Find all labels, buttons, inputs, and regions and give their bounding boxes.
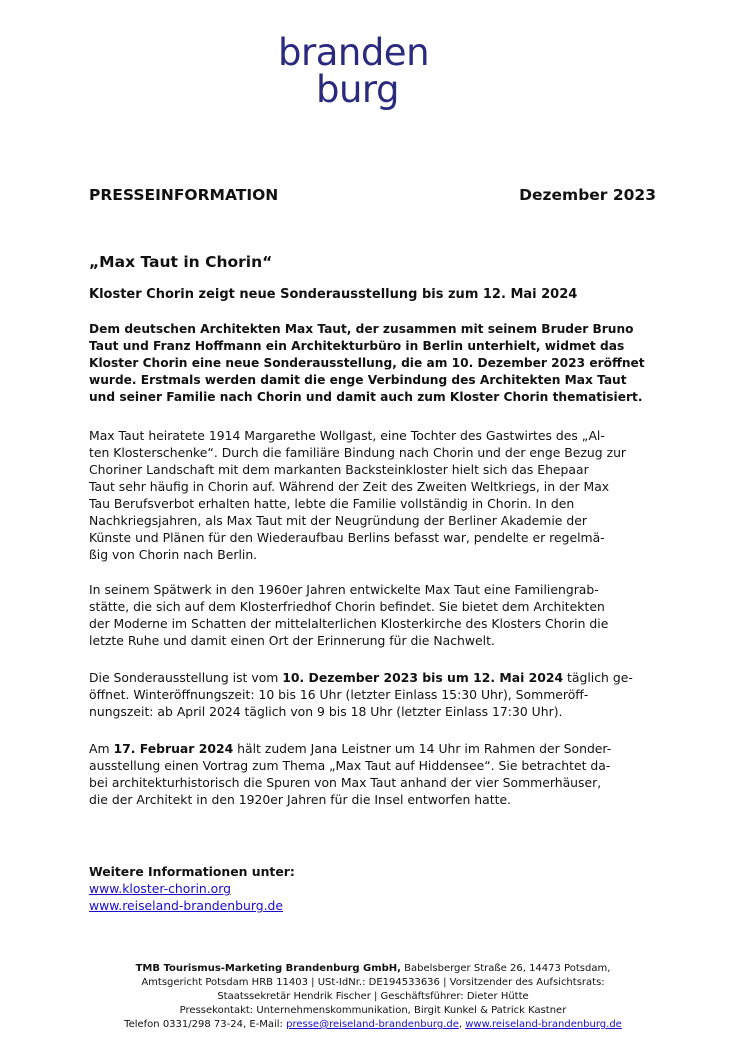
paragraph-late-work <box>89 581 661 649</box>
body-line: ausstellung einen Vortrag zum Thema „Max Taut auf Hiddensee“. Sie betrachtet da- <box>89 758 611 773</box>
body-line: bei architekturhistorisch die Spuren von Max Taut anhand der vier Sommerhäuser, <box>89 775 602 790</box>
lead-line: wurde. Erstmals werden damit die enge Verbindung des Architekten Max Taut <box>89 373 627 387</box>
exhibition-dates: 10. Dezember 2023 bis um 12. Mai 2024 <box>282 670 564 685</box>
footer-line <box>0 1018 746 1032</box>
body-line: ten Klosterschenke“. Durch die familiäre Bindung nach Chorin und der enge Bezug zur <box>89 445 627 460</box>
lead-line: Taut und Franz Hoffmann ein Architekturbüro in Berlin unterhielt, widmet das <box>89 339 625 353</box>
footer-sep: , <box>458 1019 466 1030</box>
brandenburg-logo <box>278 33 468 113</box>
body-line: Taut sehr häufig in Chorin auf. Während der Zeit des Zweiten Weltkriegs, in der Max <box>89 479 610 494</box>
paragraph-marriage <box>89 427 661 563</box>
link-reiseland-brandenburg[interactable]: www.reiseland-brandenburg.de <box>89 898 284 913</box>
body-line: nungszeit: ab April 2024 täglich von 9 bis 18 Uhr (letzter Einlass 17:30 Uhr). <box>89 704 563 719</box>
body-line <box>89 669 661 686</box>
body-line: Choriner Landschaft mit dem markanten Backsteinkloster hielt sich das Ehepaar <box>89 462 589 477</box>
footer-company: TMB Tourismus-Marketing Brandenburg GmbH, <box>135 963 401 974</box>
body-line: die der Architekt in den 1920er Jahren für die Insel entworfen hatte. <box>89 792 512 807</box>
footer-email-link[interactable]: presse@reiseland-brandenburg.de <box>286 1019 459 1030</box>
link-kloster-chorin[interactable]: www.kloster-chorin.org <box>89 881 232 896</box>
footer-line <box>0 962 746 976</box>
footer-phone: Telefon 0331/298 73-24, E-Mail: <box>124 1019 287 1030</box>
header-date: Dezember 2023 <box>519 186 656 204</box>
body-line <box>89 740 661 757</box>
text: Am <box>89 741 114 756</box>
body-line: stätte, die sich auf dem Klosterfriedhof Chorin befindet. Sie bietet dem Architekten <box>89 599 605 614</box>
lead-line: Dem deutschen Architekten Max Taut, der zusammen mit seinem Bruder Bruno <box>89 322 634 336</box>
body-line: Max Taut heiratete 1914 Margarethe Wollgast, eine Tochter des Gastwirtes des „Al- <box>89 428 605 443</box>
footer-line: Pressekontakt: Unternehmenskommunikation, Birgit Kunkel & Patrick Kastner <box>179 1005 567 1016</box>
footer-web-link[interactable]: www.reiseland-brandenburg.de <box>465 1019 622 1030</box>
document-header <box>89 186 656 204</box>
header-label: PRESSEINFORMATION <box>89 186 279 204</box>
footer-address: Babelsberger Straße 26, 14473 Potsdam, <box>400 963 611 974</box>
text: täglich ge- <box>563 670 633 685</box>
body-line: Tau Berufsverbot erhalten hatte, lebte die Familie vollständig in Chorin. In den <box>89 496 575 511</box>
footer-line: Staatssekretär Hendrik Fischer | Geschäftsführer: Dieter Hütte <box>217 991 529 1002</box>
body-line: Künste und Plänen für den Wiederaufbau Berlins befasst war, pendelte er regelmä- <box>89 530 605 545</box>
lead-line: Kloster Chorin eine neue Sonderausstellung, die am 10. Dezember 2023 eröffnet <box>89 356 645 370</box>
footer <box>0 962 746 1032</box>
more-info-heading: Weitere Informationen unter: <box>89 864 295 879</box>
body-line: Nachkriegsjahren, als Max Taut mit der Neugründung der Berliner Akademie der <box>89 513 587 528</box>
footer-line: Amtsgericht Potsdam HRB 11403 | USt-IdNr.: DE194533636 | Vorsitzender des Aufsichtsrats: <box>141 977 605 988</box>
body-line: In seinem Spätwerk in den 1960er Jahren entwickelte Max Taut eine Familiengrab- <box>89 582 599 597</box>
paragraph-opening-hours <box>89 669 661 720</box>
press-title: „Max Taut in Chorin“ <box>89 253 273 271</box>
body-line: letzte Ruhe und damit einen Ort der Erinnerung für die Nachwelt. <box>89 633 495 648</box>
text: hält zudem Jana Leistner um 14 Uhr im Rahmen der Sonder- <box>233 741 612 756</box>
lecture-date: 17. Februar 2024 <box>113 741 234 756</box>
logo-line-2: burg <box>316 68 399 111</box>
lead-line: und seiner Familie nach Chorin und damit auch zum Kloster Chorin thematisiert. <box>89 390 643 404</box>
text: Die Sonderausstellung ist vom <box>89 670 283 685</box>
logo-line-1: branden <box>278 31 430 74</box>
more-info <box>89 863 295 914</box>
lead-paragraph <box>89 321 661 406</box>
body-line: der Moderne im Schatten der mittelalterlichen Klosterkirche des Klosters Chorin die <box>89 616 609 631</box>
paragraph-lecture <box>89 740 661 808</box>
body-line: ßig von Chorin nach Berlin. <box>89 547 258 562</box>
press-subtitle: Kloster Chorin zeigt neue Sonderausstellung bis zum 12. Mai 2024 <box>89 287 578 302</box>
body-line: öffnet. Winteröffnungszeit: 10 bis 16 Uhr (letzter Einlass 15:30 Uhr), Sommeröff- <box>89 687 589 702</box>
